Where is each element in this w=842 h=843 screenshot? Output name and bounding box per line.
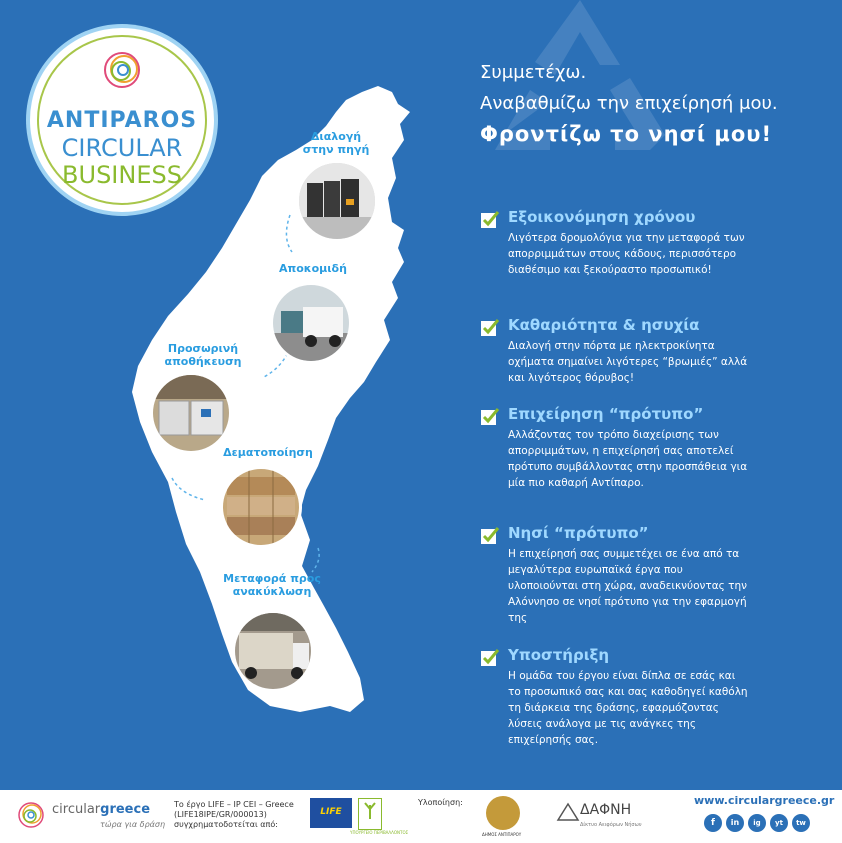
eu-life-label: LIFE [320, 807, 342, 817]
headline-line-2: Αναβαθμίζω την επιχείρησή μου. [480, 93, 778, 114]
benefit-title: Νησί “πρότυπο” [508, 524, 649, 542]
instagram-icon[interactable]: ig [748, 814, 766, 832]
logo-line-3: BUSINESS [62, 161, 182, 189]
benefit-body: Η ομάδα του έργου είναι δίπλα σε εσάς και το προσωπικό σας και σας καθοδηγεί καθόλη τη διάρκεια της δράσης, εφαρμόζοντας λύσεις ανάλογα με τις ανάγκες της επιχείρησής σας. [508, 670, 748, 746]
municipality-label: ΔΗΜΟΣ ΑΝΤΙΠΑΡΟΥ [482, 832, 522, 837]
logo-line-2: CIRCULAR [61, 134, 183, 162]
youtube-icon[interactable]: yt [770, 814, 788, 832]
headline-line-1: Συμμετέχω. [480, 62, 587, 83]
brand-part-a: circular [52, 802, 101, 817]
antiparos-logo [30, 28, 214, 212]
stage-label-transport [212, 572, 332, 598]
stage-label-baling [218, 446, 318, 459]
benefit-body: Η επιχείρησή σας συμμετέχει σε ένα από τα μεγαλύτερα ευρωπαϊκά έργα που υλοποιούνται στη χώρα, αναδεικνύοντας την Αλόννησο σε νησί πρότυπο για την εφαρμογή της [508, 548, 747, 624]
stage-label-line: Προσωρινή [167, 342, 239, 355]
electric-truck-photo [270, 282, 352, 364]
spiral-logo-icon [102, 50, 142, 90]
social-icons [704, 814, 810, 832]
circulargreece-logo-icon [16, 800, 46, 830]
stage-label-line: ανακύκλωση [232, 585, 312, 598]
check-icon [480, 407, 500, 427]
stage-label-line: Αποκομιδή [279, 262, 347, 275]
facebook-icon[interactable]: f [704, 814, 722, 832]
benefit-body: Αλλάζοντας τον τρόπο διαχείρισης των απορριμμάτων, η επιχείρησή σας αποτελεί πρότυπο συμβάλλοντας στην προσπάθεια για μία πιο καθαρή Αντίπαρο. [508, 429, 748, 489]
benefit-title: Υποστήριξη [508, 646, 610, 664]
stage-label-line: Μεταφορά προς [223, 572, 321, 585]
benefit-title: Επιχείρηση “πρότυπο” [508, 405, 704, 423]
benefit-title: Καθαριότητα & ησυχία [508, 316, 700, 334]
stage-label-collection [268, 262, 358, 275]
funding-line-2: (LIFE18IPE/GR/000013) [174, 810, 267, 819]
dafni-subtitle: Δίκτυο Αειφόρων Νήσων [580, 822, 642, 828]
transport-truck-photo [232, 610, 314, 692]
brand-part-b: greece [100, 802, 151, 817]
headline-line-3: Φροντίζω το νησί μου! [480, 122, 773, 146]
funding-line-3: συγχρηματοδοτείται από: [174, 820, 278, 829]
stage-label-line: Διαλογή [310, 130, 362, 143]
check-icon [480, 210, 500, 230]
dafni-label: ΔΑΦΝΗ [580, 802, 632, 818]
dafni-logo-icon [556, 802, 580, 822]
ministry-logo-icon [358, 798, 382, 830]
bins-photo [296, 160, 378, 242]
twitter-icon[interactable]: tw [792, 814, 810, 832]
ministry-label: ΥΠΟΥΡΓΕΙΟ ΠΕΡΙΒΑΛΛΟΝΤΟΣ [350, 830, 409, 835]
brand-tagline: τώρα για δράση [100, 820, 166, 829]
stage-label-sorting [296, 130, 376, 156]
bales-photo [220, 466, 302, 548]
municipality-seal-icon [486, 796, 520, 830]
stage-label-storage [148, 342, 258, 368]
stage-label-line: Δεματοποίηση [223, 446, 313, 459]
logo-line-1: ANTIPAROS [46, 108, 198, 133]
benefit-body: Διαλογή στην πόρτα με ηλεκτροκίνητα οχήματα σημαίνει λιγότερες “βρωμιές” αλλά και λιγότερος θόρυβος! [508, 340, 748, 384]
benefit-title: Εξοικονόμηση χρόνου [508, 208, 696, 226]
stage-label-line: αποθήκευση [164, 355, 242, 368]
check-icon [480, 648, 500, 668]
check-icon [480, 526, 500, 546]
implementation-label: Υλοποίηση: [418, 798, 463, 807]
check-icon [480, 318, 500, 338]
storage-photo [150, 372, 232, 454]
eu-flag-icon [310, 798, 352, 828]
website-link[interactable]: www.circulargreece.gr [694, 794, 835, 807]
linkedin-icon[interactable]: in [726, 814, 744, 832]
circulargreece-brand [52, 802, 150, 817]
footer [0, 790, 842, 843]
funding-line-1: Το έργο LIFE – IP CEI – Greece [174, 800, 294, 809]
stage-label-line: στην πηγή [302, 143, 370, 156]
benefit-body: Λιγότερα δρομολόγια για την μεταφορά των απορριμμάτων στους κάδους, περισσότερο διαθέσιμο και ξεκούραστο προσωπικό! [508, 232, 745, 276]
